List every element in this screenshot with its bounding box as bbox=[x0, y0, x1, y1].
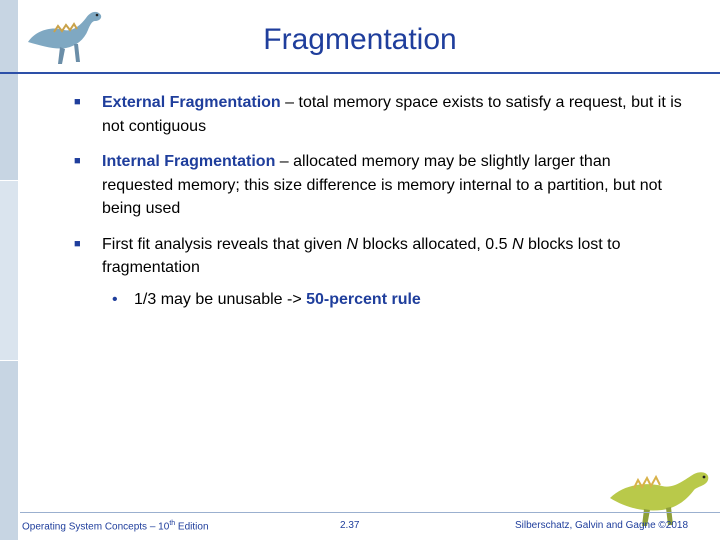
fifty-percent-rule: 50-percent rule bbox=[306, 290, 421, 308]
square-bullet-icon: ■ bbox=[74, 155, 81, 167]
footer-book-title bbox=[22, 520, 209, 532]
list-item bbox=[74, 91, 684, 138]
page-number: 2.37 bbox=[340, 520, 360, 531]
term-internal-fragmentation: Internal Fragmentation bbox=[102, 153, 276, 170]
term-external-fragmentation: External Fragmentation bbox=[102, 94, 281, 111]
square-bullet-icon: ■ bbox=[74, 237, 81, 250]
footer-divider bbox=[20, 512, 720, 513]
sidebar-band-bottom bbox=[0, 360, 18, 540]
variable-n: N bbox=[346, 235, 359, 253]
bullet-text: First fit analysis reveals that given bbox=[102, 235, 347, 253]
bullet-text: – allocated memory may be slightly larger than requested memory; this size difference is memory internal to a partition, but not being used bbox=[102, 153, 662, 217]
bullet-text: blocks allocated, 0.5 bbox=[358, 235, 512, 253]
square-bullet-icon: ■ bbox=[74, 96, 81, 108]
dot-bullet-icon: • bbox=[112, 290, 118, 308]
bullet-text: blocks lost to fragmentation bbox=[102, 235, 621, 276]
slide-title: Fragmentation bbox=[263, 23, 457, 56]
list-item bbox=[74, 233, 684, 311]
sub-bullet-text: 1/3 may be unusable -> bbox=[134, 290, 307, 308]
footer-copyright: Silberschatz, Galvin and Gagne ©2018 bbox=[515, 520, 689, 531]
footer-book-sup: th bbox=[169, 520, 176, 527]
title-underline bbox=[0, 72, 720, 74]
sub-bullet-list bbox=[102, 288, 684, 311]
sidebar-divider bbox=[0, 360, 18, 361]
bullet-text: – total memory space exists to satisfy a request, but it is not contiguous bbox=[102, 94, 682, 135]
list-item bbox=[74, 150, 684, 221]
list-item bbox=[102, 288, 684, 311]
footer-book-suffix: Edition bbox=[175, 521, 209, 533]
footer-book-prefix: Operating System Concepts – 10 bbox=[22, 521, 170, 533]
variable-n: N bbox=[511, 235, 524, 253]
sidebar-band-middle bbox=[0, 180, 18, 360]
bullet-list bbox=[74, 91, 684, 323]
sidebar-divider bbox=[0, 180, 18, 181]
